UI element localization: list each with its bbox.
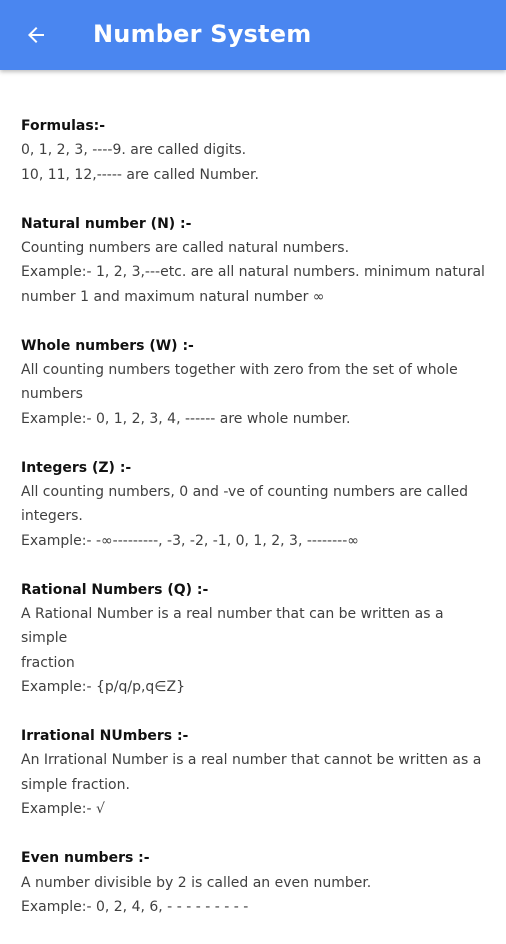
section-line: fraction [21,654,75,671]
section-line: Example:- √ [21,801,105,818]
section-formulas [21,114,491,187]
section-line: All counting numbers together with zero from the set of whole [21,362,458,379]
section-line: Example:- 1, 2, 3,---etc. are all natural numbers. minimum natural [21,264,485,281]
section-line: number 1 and maximum natural number ∞ [21,288,325,305]
back-button[interactable] [18,17,54,53]
section-line: simple fraction. [21,776,130,793]
section-line: Counting numbers are called natural numbers. [21,240,350,257]
section-heading: Rational Numbers (Q) :- [21,581,209,598]
section-line: Example:- -∞---------, -3, -2, -1, 0, 1, 2, 3, --------∞ [21,532,359,549]
section-heading: Formulas:- [21,118,106,134]
section-line: Example:- 0, 2, 4, 6, - - - - - - - - - [21,898,249,915]
section-line: 10, 11, 12,----- are called Number. [21,166,259,183]
section-line: integers. [21,508,83,525]
section-line: A Rational Number is a real number that can be written as a simple [21,606,444,647]
section-line: numbers [21,386,83,403]
section-heading: Whole numbers (W) :- [21,337,194,354]
section-heading: Irrational NUmbers :- [21,728,189,745]
content-area [21,114,491,944]
app-bar [0,0,506,70]
section-integers [21,456,491,554]
section-irrational-numbers [21,724,491,822]
section-rational-numbers [21,578,491,700]
section-heading: Even numbers :- [21,850,150,867]
page-title: Number System [93,20,312,48]
section-line: An Irrational Number is a real number that cannot be written as a [21,752,482,769]
arrow-back-icon [24,23,48,47]
section-line: All counting numbers, 0 and -ve of counting numbers are called [21,484,468,501]
section-whole-numbers [21,334,491,432]
section-heading: Integers (Z) :- [21,459,132,476]
section-heading: Natural number (N) :- [21,215,192,232]
section-line: Example:- {p/q/p,q∈Z} [21,679,185,696]
section-line: A number divisible by 2 is called an even number. [21,874,372,891]
section-line: Example:- 0, 1, 2, 3, 4, ------ are whole number. [21,410,351,427]
section-line: 0, 1, 2, 3, ----9. are called digits. [21,142,247,159]
section-natural-numbers [21,212,491,310]
section-even-numbers [21,846,491,919]
